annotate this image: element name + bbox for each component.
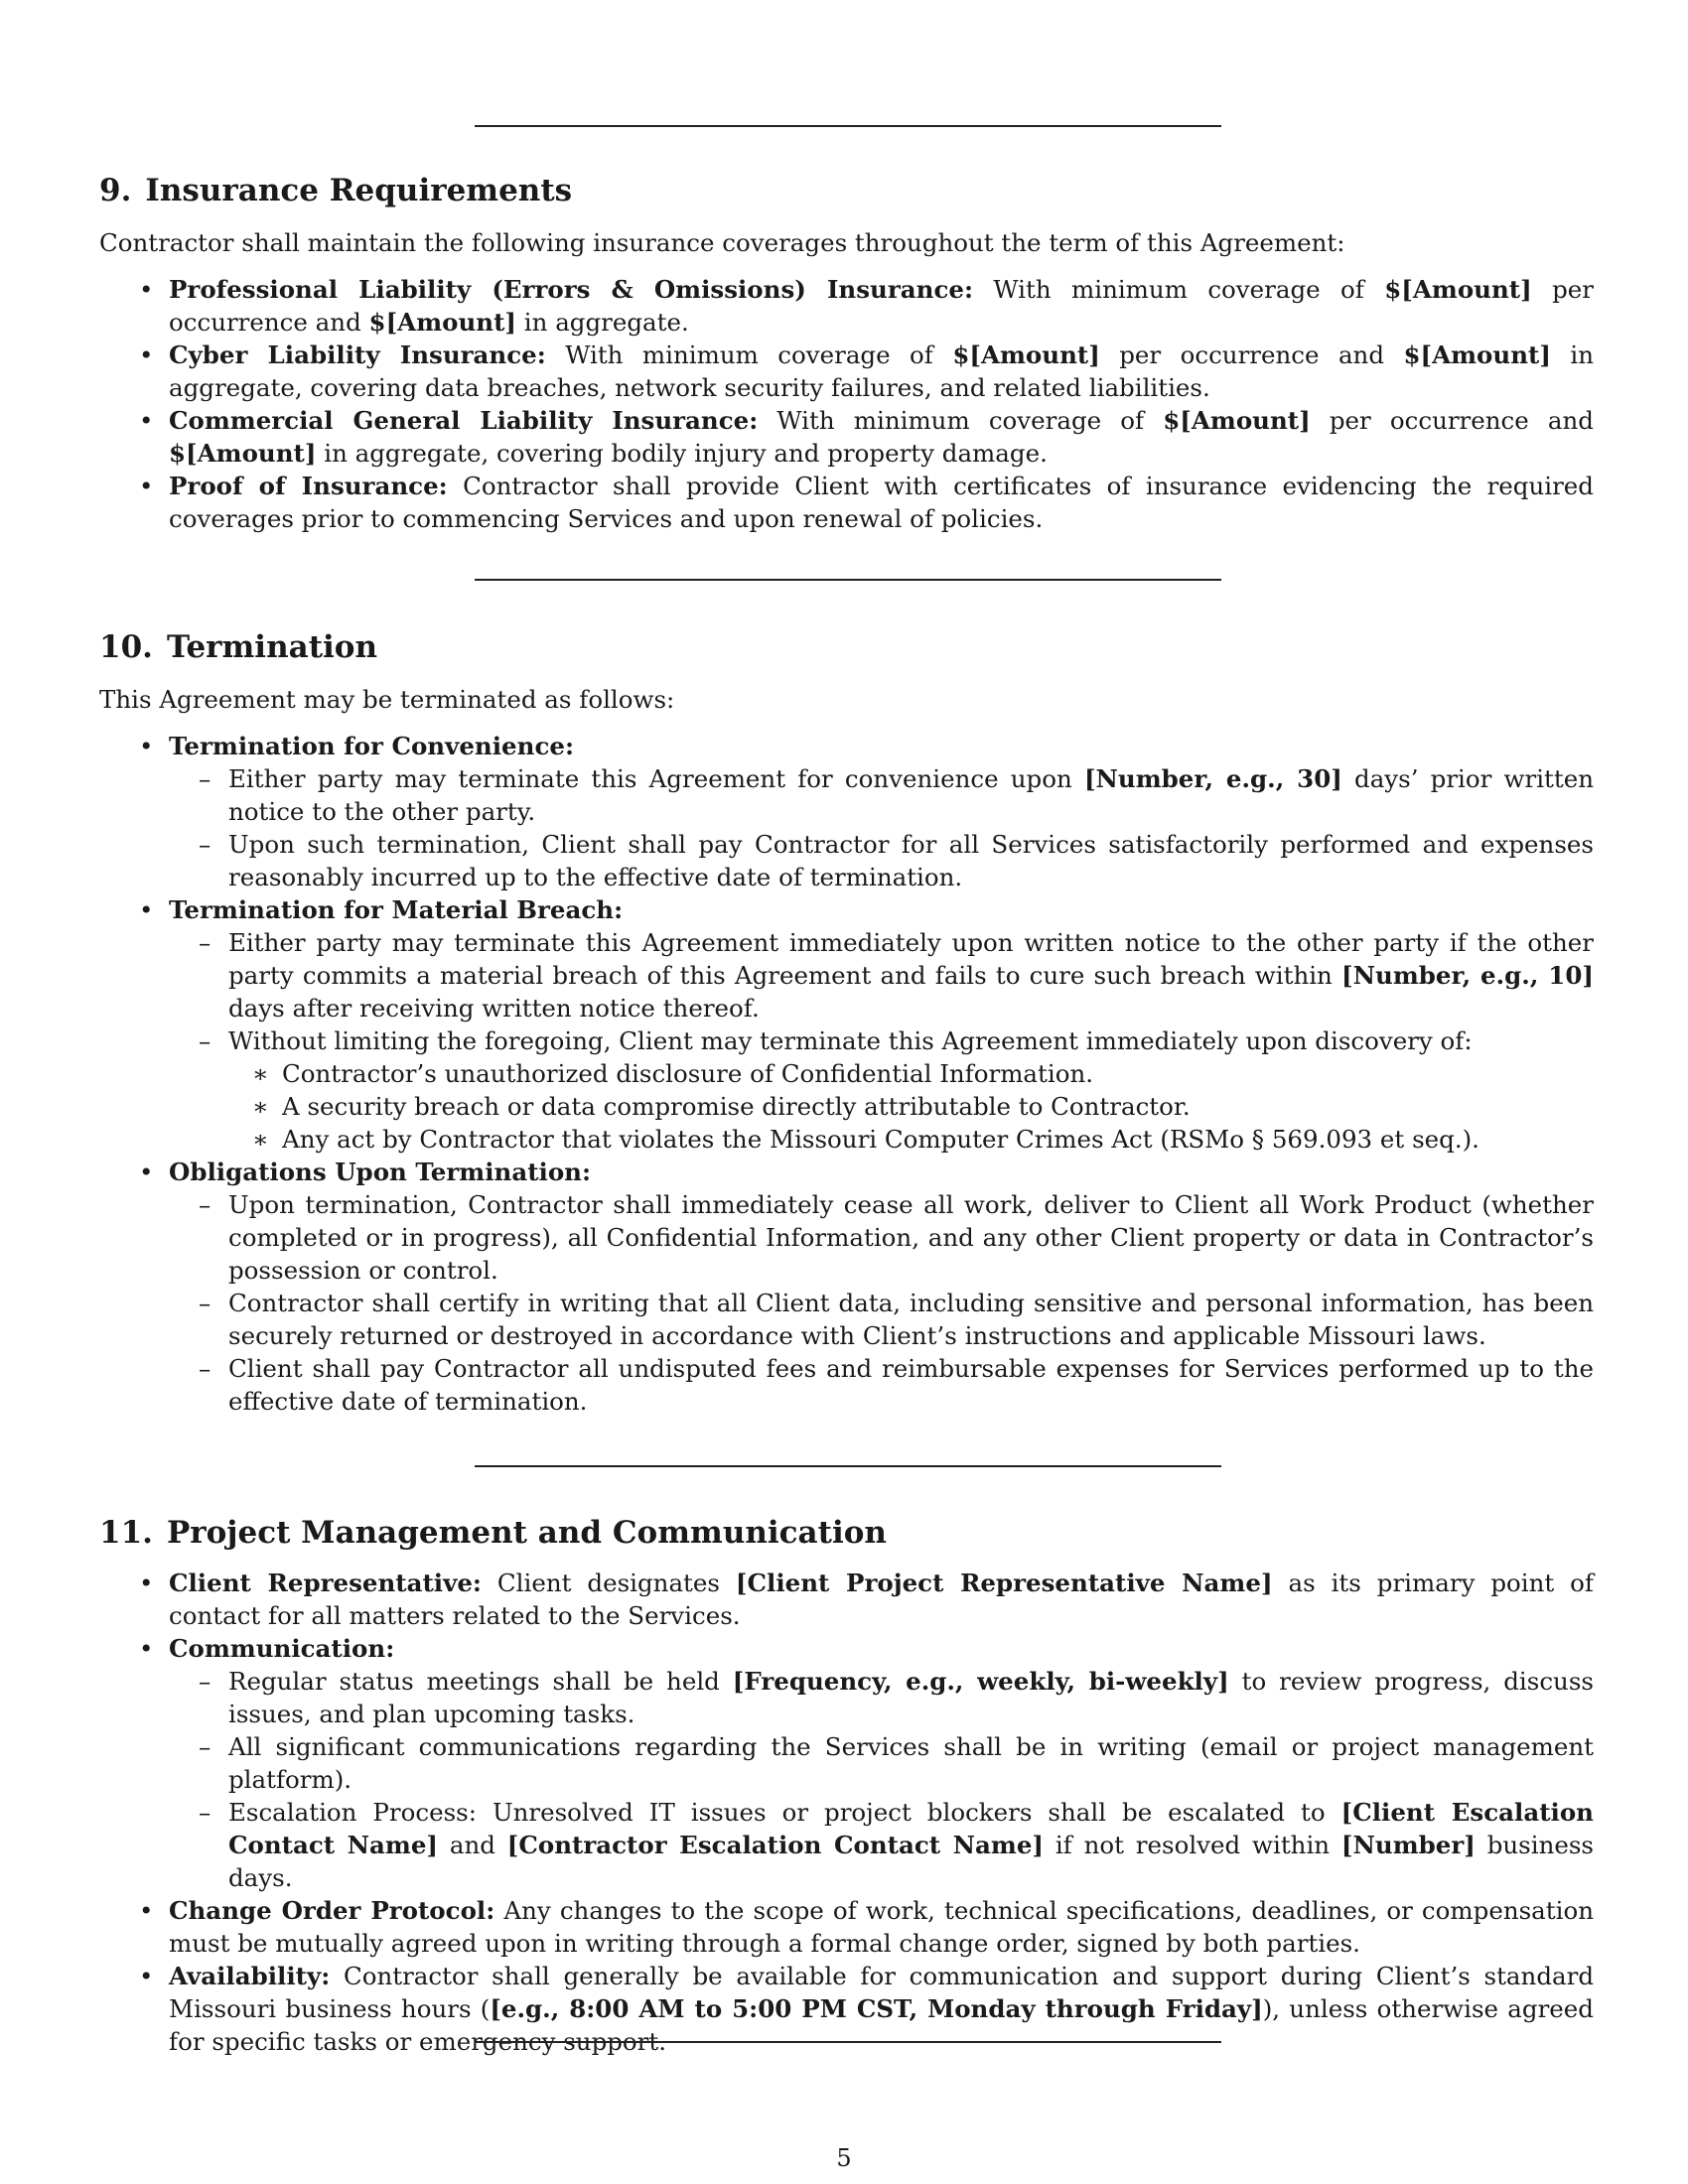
bullet-icon: •	[139, 406, 154, 435]
item-label: Obligations Upon Termination:	[169, 1158, 592, 1186]
section-title: Insurance Requirements	[145, 173, 573, 208]
item-label: Cyber Liability Insurance:	[169, 341, 546, 369]
placeholder-field: [Client Project Representative Name]	[735, 1569, 1273, 1597]
item-text: Either party may terminate this Agreement for convenience upon	[228, 764, 1084, 793]
sublist-item	[169, 762, 1594, 828]
section-title: Project Management and Communication	[166, 1515, 887, 1551]
item-text: Any act by Contractor that violates the Missouri Computer Crimes Act (RSMo § 569.093 et seq.).	[282, 1125, 1479, 1154]
item-text: Contractor shall certify in writing that all Client data, including sensitive and personal information, has been securely returned or destroyed in accordance with Client’s instructions and applicable Missouri laws.	[228, 1289, 1594, 1350]
dash-bullet-icon: –	[199, 764, 211, 793]
bullet-icon: •	[139, 732, 154, 760]
section-intro: Contractor shall maintain the following insurance coverages throughout the term of this Agreement:	[99, 228, 1345, 257]
item-text: and	[438, 1831, 507, 1859]
sublist-item	[169, 1352, 1594, 1418]
item-text: Upon termination, Contractor shall immediately cease all work, deliver to Client all Work Product (whether completed or in progress), all Confidential Information, and any other Client property or data in Contractor’s possession or control.	[228, 1190, 1594, 1285]
placeholder-field: [Number, e.g., 10]	[1341, 961, 1594, 990]
item-text: Client designates	[481, 1569, 736, 1597]
list-item	[99, 1156, 1594, 1418]
bullet-icon: •	[139, 1634, 154, 1663]
list-item	[99, 339, 1594, 404]
bullet-icon: •	[139, 895, 154, 924]
asterisk-bullet-icon: ∗	[252, 1092, 269, 1121]
item-text: Escalation Process: Unresolved IT issues or project blockers shall be escalated to	[228, 1798, 1341, 1827]
section-heading	[99, 1513, 1594, 1553]
placeholder-field: [Contractor Escalation Contact Name]	[506, 1831, 1045, 1859]
item-text: days after receiving written notice thereof.	[228, 994, 760, 1023]
item-label: Termination for Convenience:	[169, 732, 575, 760]
sublist-item	[169, 1024, 1594, 1156]
section-intro: This Agreement may be terminated as follows:	[99, 685, 675, 714]
bullet-icon: •	[139, 275, 154, 304]
item-text: in aggregate, covering bodily injury and property damage.	[316, 439, 1048, 468]
item-text: per occurrence and	[1099, 341, 1404, 369]
placeholder-amount: $[Amount]	[1384, 275, 1532, 304]
sublist-item	[169, 926, 1594, 1024]
sublist-item	[169, 1796, 1594, 1894]
item-label: Change Order Protocol:	[169, 1896, 495, 1925]
nested-item	[228, 1090, 1594, 1123]
item-text: With minimum coverage of	[545, 341, 953, 369]
item-text: business days.	[228, 1831, 1594, 1892]
asterisk-bullet-icon: ∗	[252, 1125, 269, 1154]
dash-bullet-icon: –	[199, 1026, 211, 1055]
list-item	[99, 404, 1594, 470]
item-label: Client Representative:	[169, 1569, 482, 1597]
bullet-icon: •	[139, 1569, 154, 1597]
dash-bullet-icon: –	[199, 1732, 211, 1761]
horizontal-rule	[475, 2041, 1221, 2043]
item-text: per occurrence and	[169, 275, 1594, 337]
item-text: Contractor shall provide Client with certificates of insurance evidencing the required coverages prior to commencing Services and upon renewal of policies.	[169, 472, 1594, 533]
item-label: Communication:	[169, 1634, 395, 1663]
dash-bullet-icon: –	[199, 1667, 211, 1696]
item-text: if not resolved within	[1044, 1831, 1341, 1859]
bullet-icon: •	[139, 341, 154, 369]
dash-bullet-icon: –	[199, 1798, 211, 1827]
sublist-item	[169, 1730, 1594, 1796]
item-text: days’ prior written notice to the other party.	[228, 764, 1594, 826]
list-item	[99, 470, 1594, 535]
sublist	[169, 1665, 1594, 1894]
sublist	[169, 1188, 1594, 1418]
item-text: in aggregate, covering data breaches, network security failures, and related liabilities.	[169, 341, 1594, 402]
list-item	[99, 1960, 1594, 2058]
item-text: With minimum coverage of	[758, 406, 1164, 435]
item-text: Contractor’s unauthorized disclosure of Confidential Information.	[282, 1059, 1094, 1088]
item-text: With minimum coverage of	[973, 275, 1385, 304]
asterisk-bullet-icon: ∗	[252, 1059, 269, 1088]
item-text: Any changes to the scope of work, technical specifications, deadlines, or compensation must be mutually agreed upon in writing through a formal change order, signed by both parties.	[169, 1896, 1594, 1958]
page-number: 5	[836, 2144, 852, 2172]
section-insurance	[99, 171, 1594, 535]
item-label: Proof of Insurance:	[169, 472, 448, 500]
item-label: Professional Liability (Errors & Omissions) Insurance:	[169, 275, 973, 304]
placeholder-amount: $[Amount]	[1403, 341, 1551, 369]
item-text: Upon such termination, Client shall pay Contractor for all Services satisfactorily performed and expenses reasonably incurred up to the effective date of termination.	[228, 830, 1594, 891]
bullet-icon: •	[139, 1158, 154, 1186]
dash-bullet-icon: –	[199, 830, 211, 859]
item-text: to review progress, discuss issues, and plan upcoming tasks.	[228, 1667, 1594, 1728]
section-heading	[99, 171, 1594, 210]
termination-list	[99, 730, 1594, 1418]
dash-bullet-icon: –	[199, 1190, 211, 1219]
item-text: All significant communications regarding the Services shall be in writing (email or project management platform).	[228, 1732, 1594, 1794]
section-heading	[99, 627, 1594, 667]
list-item	[99, 1632, 1594, 1894]
list-item	[99, 1894, 1594, 1960]
bullet-icon: •	[139, 472, 154, 500]
dash-bullet-icon: –	[199, 1354, 211, 1383]
placeholder-field: [Number]	[1340, 1831, 1476, 1859]
placeholder-amount: $[Amount]	[1163, 406, 1311, 435]
nested-item	[228, 1123, 1594, 1156]
item-label: Commercial General Liability Insurance:	[169, 406, 759, 435]
sublist	[169, 926, 1594, 1156]
section-number: 11.	[99, 1515, 153, 1551]
insurance-list	[99, 273, 1594, 535]
item-label: Availability:	[169, 1962, 331, 1990]
item-text: Regular status meetings shall be held	[228, 1667, 733, 1696]
item-text: Either party may terminate this Agreement immediately upon written notice to the other party if the other party commits a material breach of this Agreement and fails to cure such breach within	[228, 928, 1594, 990]
sublist-item	[169, 1188, 1594, 1287]
placeholder-field: [Number, e.g., 30]	[1083, 764, 1342, 793]
horizontal-rule	[475, 125, 1221, 127]
dash-bullet-icon: –	[199, 928, 211, 957]
placeholder-field: [Client Escalation Contact Name]	[228, 1798, 1594, 1859]
placeholder-field: [e.g., 8:00 AM to 5:00 PM CST, Monday through Friday]	[490, 1994, 1263, 2023]
placeholder-amount: $[Amount]	[169, 439, 317, 468]
sublist	[169, 762, 1594, 893]
item-text: Client shall pay Contractor all undisputed fees and reimbursable expenses for Services performed up to the effective date of termination.	[228, 1354, 1594, 1416]
item-text: as its primary point of contact for all matters related to the Services.	[169, 1569, 1594, 1630]
horizontal-rule	[475, 1465, 1221, 1467]
list-item	[99, 273, 1594, 339]
item-text: Without limiting the foregoing, Client may terminate this Agreement immediately upon discovery of:	[228, 1026, 1473, 1055]
item-text: A security breach or data compromise directly attributable to Contractor.	[282, 1092, 1191, 1121]
bullet-icon: •	[139, 1896, 154, 1925]
project-management-list	[99, 1567, 1594, 2058]
section-title: Termination	[166, 629, 378, 665]
bullet-icon: •	[139, 1962, 154, 1990]
list-item	[99, 893, 1594, 1156]
section-termination	[99, 627, 1594, 1418]
item-text: per occurrence and	[1310, 406, 1594, 435]
nested-item	[228, 1057, 1594, 1090]
dash-bullet-icon: –	[199, 1289, 211, 1317]
section-number: 9.	[99, 173, 132, 208]
list-item	[99, 730, 1594, 893]
nested-sublist	[228, 1057, 1594, 1156]
section-project-management	[99, 1513, 1594, 2058]
sublist-item	[169, 1287, 1594, 1352]
placeholder-field: [Frequency, e.g., weekly, bi-weekly]	[732, 1667, 1229, 1696]
list-item	[99, 1567, 1594, 1632]
placeholder-amount: $[Amount]	[952, 341, 1100, 369]
placeholder-amount: $[Amount]	[368, 308, 516, 337]
section-number: 10.	[99, 629, 153, 665]
item-label: Termination for Material Breach:	[169, 895, 624, 924]
horizontal-rule	[475, 579, 1221, 581]
sublist-item	[169, 828, 1594, 893]
sublist-item	[169, 1665, 1594, 1730]
item-text: Contractor shall generally be available for communication and support during Client’s standard Missouri business hours (	[169, 1962, 1594, 2023]
item-text: in aggregate.	[516, 308, 689, 337]
item-text: ), unless otherwise agreed for specific tasks or emergency support.	[169, 1994, 1594, 2056]
